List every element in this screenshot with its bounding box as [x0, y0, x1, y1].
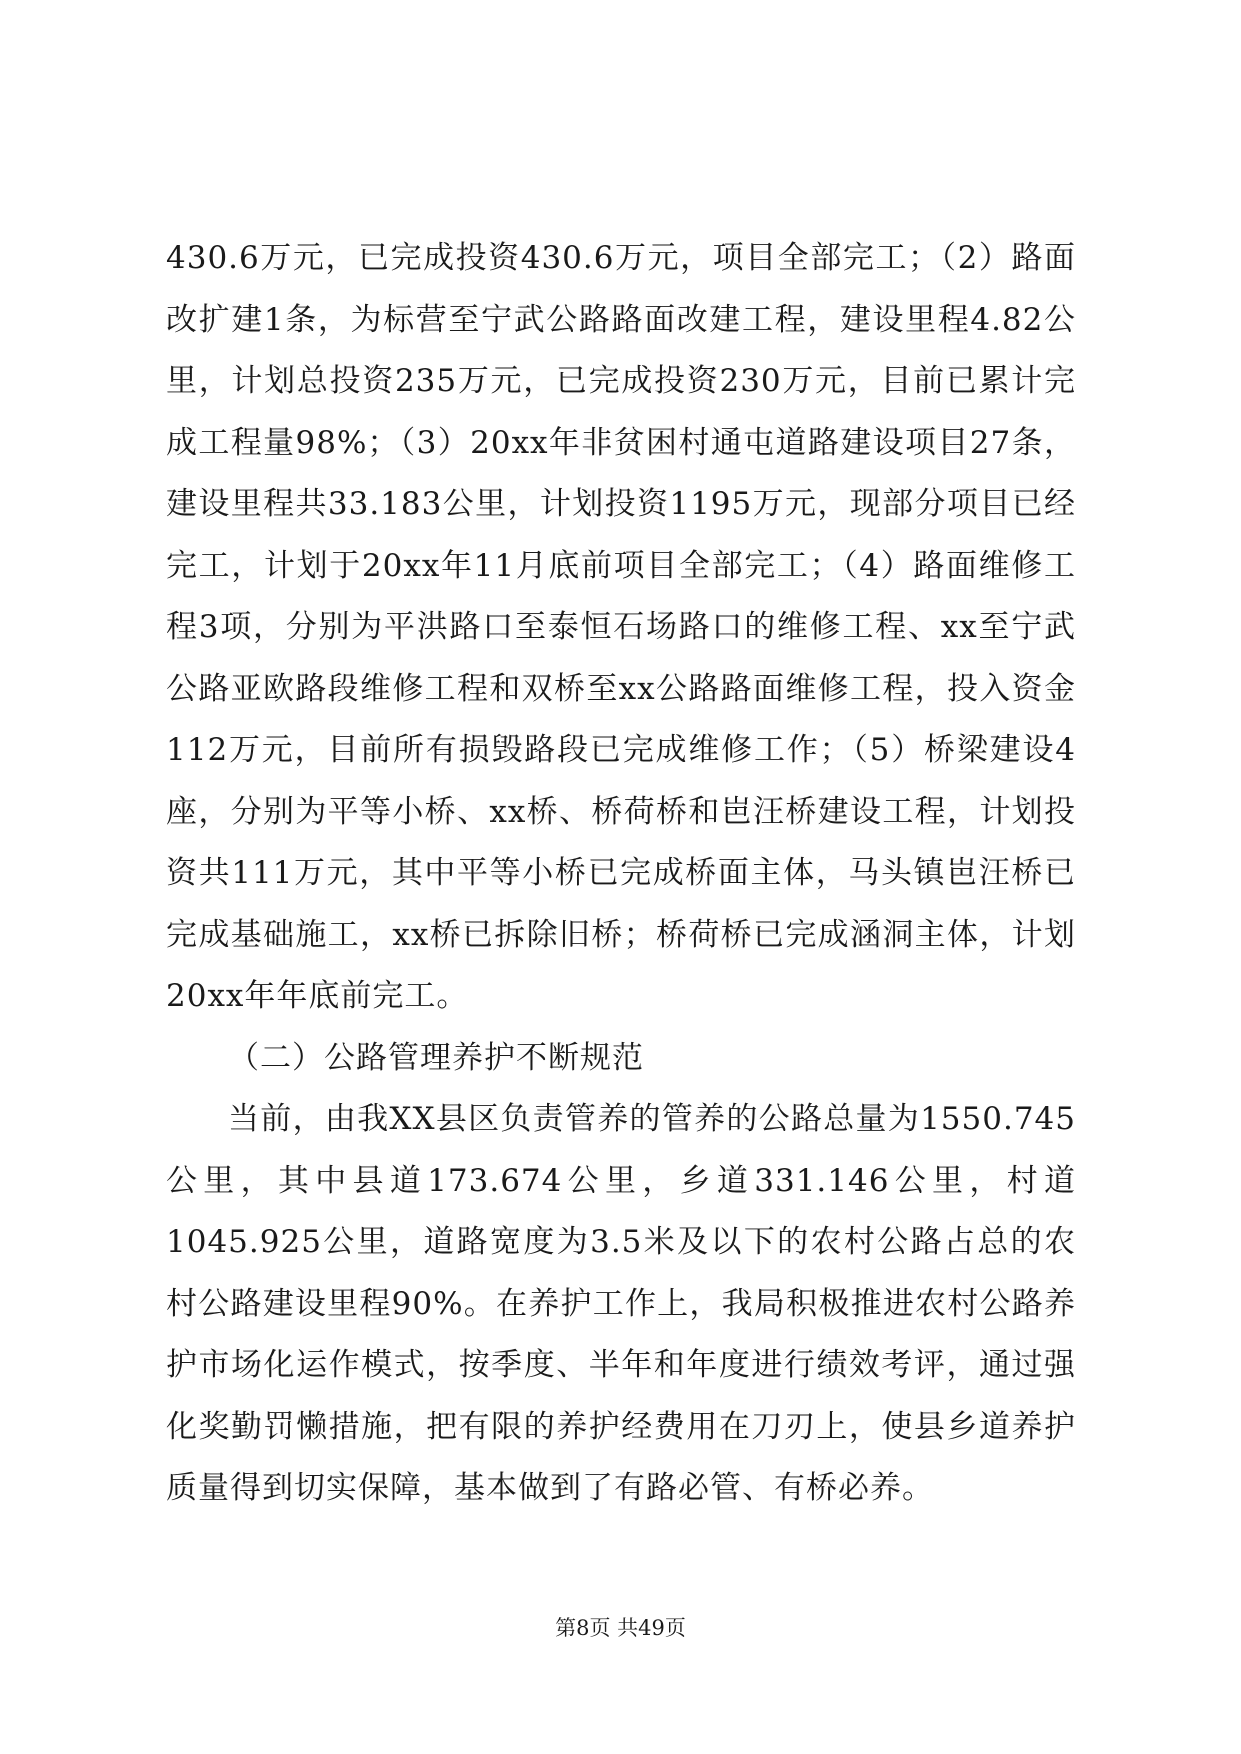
section-heading: （二）公路管理养护不断规范	[228, 1039, 644, 1076]
page-number-footer: 第8页 共49页	[555, 1616, 686, 1640]
paragraph-project-list: 430.6万元，已完成投资430.6万元，项目全部完工；（2）路面改扩建1条，为标营至宁武公路路面改建工程，建设里程4.82公里，计划总投资235万元，已完成投资230万元，目前已累计完成工程量98%；（3）20xx年非贫困村通屯道路建设项目27条，建设里程共33.183公里，计划投资1195万元，现部分项目已经完工，计划于20xx年11月底前项目全部完工；（4）路面维修工程3项，分别为平洪路口至泰恒石场路口的维修工程、xx至宁武公路亚欧路段维修工程和双桥至xx公路路面维修工程，投入资金112万元，目前所有损毁路段已完成维修工作；（5）桥梁建设4座，分别为平等小桥、xx桥、桥荷桥和岜汪桥建设工程，计划投资共111万元，其中平等小桥已完成桥面主体，马头镇岜汪桥已完成基础施工，xx桥已拆除旧桥；桥荷桥已完成涵洞主体，计划20xx年年底前完工。	[166, 240, 1076, 1014]
document-body	[166, 228, 1076, 1520]
paragraph-road-maintenance: 当前，由我XX县区负责管养的管养的公路总量为1550.745公里，其中县道173.674公里，乡道331.146公里，村道1045.925公里，道路宽度为3.5米及以下的农村公路占总的农村公路建设里程90%。在养护工作上，我局积极推进农村公路养护市场化运作模式，按季度、半年和年度进行绩效考评，通过强化奖勤罚懒措施，把有限的养护经费用在刀刃上，使县乡道养护质量得到切实保障，基本做到了有路必管、有桥必养。	[166, 1101, 1076, 1506]
